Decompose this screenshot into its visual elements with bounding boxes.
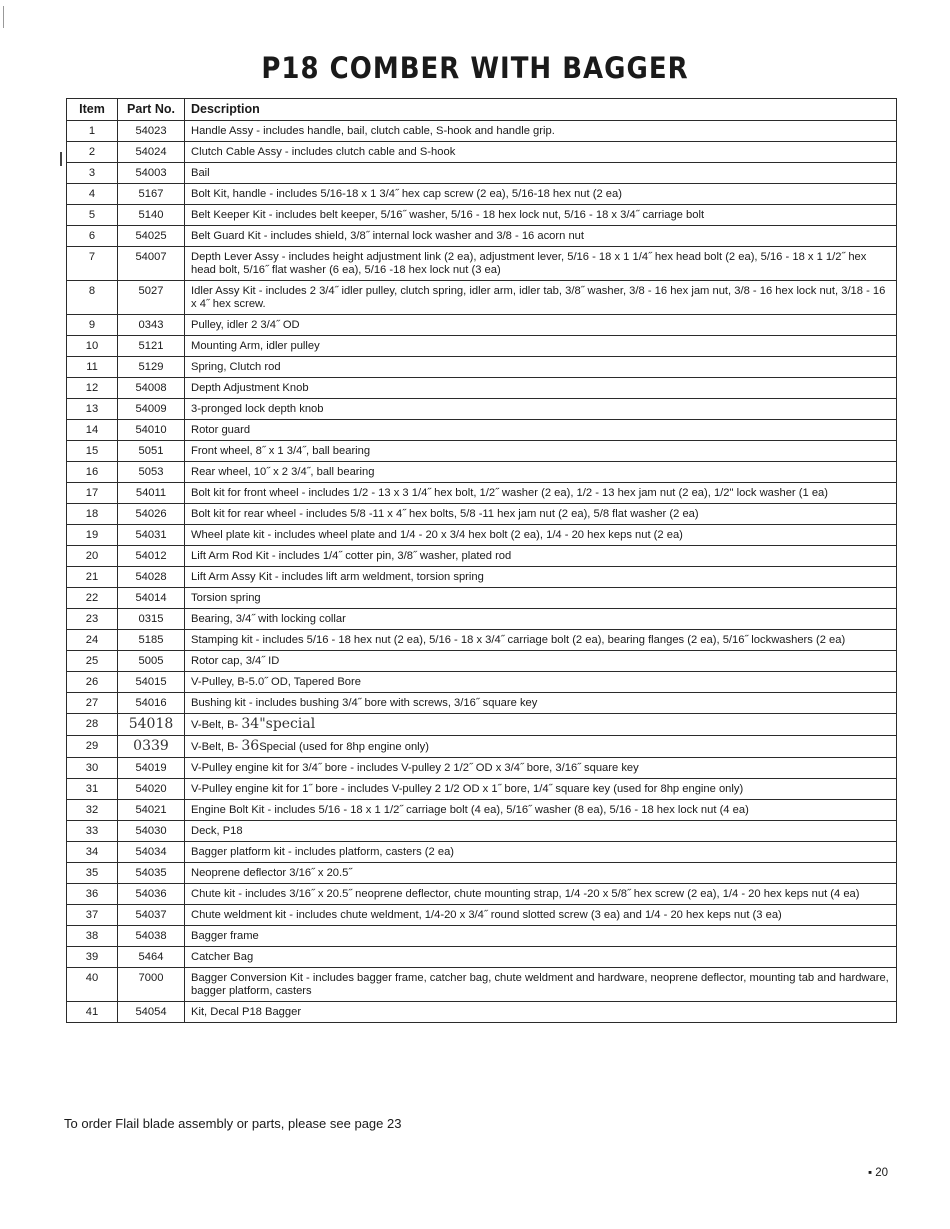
table-row xyxy=(67,315,897,336)
part-description: Belt Guard Kit - includes shield, 3/8˝ internal lock washer and 3/8 - 16 acorn nut xyxy=(185,226,897,247)
table-row xyxy=(67,714,897,736)
item-number: 14 xyxy=(67,420,118,441)
item-number: 30 xyxy=(67,758,118,779)
part-number: 54020 xyxy=(118,779,185,800)
table-row xyxy=(67,968,897,1002)
scan-margin-mark xyxy=(60,152,62,166)
part-description xyxy=(185,736,897,758)
part-description: Engine Bolt Kit - includes 5/16 - 18 x 1 1/2˝ carriage bolt (4 ea), 5/16˝ washer (8 ea), 5/16 - 18 hex lock nut (4 ea) xyxy=(185,800,897,821)
table-row xyxy=(67,842,897,863)
part-description: Bushing kit - includes bushing 3/4˝ bore with screws, 3/16˝ square key xyxy=(185,693,897,714)
table-row xyxy=(67,1002,897,1023)
part-number: 54003 xyxy=(118,163,185,184)
item-number: 18 xyxy=(67,504,118,525)
item-number: 33 xyxy=(67,821,118,842)
part-description: V-Pulley, B-5.0˝ OD, Tapered Bore xyxy=(185,672,897,693)
part-number: 5464 xyxy=(118,947,185,968)
part-number: 5053 xyxy=(118,462,185,483)
part-description: Bolt Kit, handle - includes 5/16-18 x 1 3/4˝ hex cap screw (2 ea), 5/16-18 hex nut (2 ea) xyxy=(185,184,897,205)
description-printed-tail: Special (used for 8hp engine only) xyxy=(259,741,429,753)
part-number: 54035 xyxy=(118,863,185,884)
table-row xyxy=(67,821,897,842)
part-description: Depth Lever Assy - includes height adjustment link (2 ea), adjustment lever, 5/16 - 18 x 1 1/4˝ hex head bolt (2 ea), 5/16 - 18 x 1 1/2˝ hex head bolt, 5/16˝ flat washer (6 ea), 5/16 -18 hex lock nut (3 ea) xyxy=(185,247,897,281)
parts-table xyxy=(66,98,897,1023)
table-row xyxy=(67,281,897,315)
item-number: 40 xyxy=(67,968,118,1002)
part-description: Bolt kit for rear wheel - includes 5/8 -11 x 4˝ hex bolts, 5/8 -11 hex jam nut (2 ea), 5/8 flat washer (2 ea) xyxy=(185,504,897,525)
item-number: 17 xyxy=(67,483,118,504)
part-description: Catcher Bag xyxy=(185,947,897,968)
item-number: 37 xyxy=(67,905,118,926)
part-number: 5027 xyxy=(118,281,185,315)
table-row xyxy=(67,121,897,142)
table-row xyxy=(67,163,897,184)
table-row xyxy=(67,588,897,609)
part-number: 54030 xyxy=(118,821,185,842)
part-description: Bagger Conversion Kit - includes bagger frame, catcher bag, chute weldment and hardware, neoprene deflector, mounting tab and hardware, bagger platform, casters xyxy=(185,968,897,1002)
part-description: Mounting Arm, idler pulley xyxy=(185,336,897,357)
part-number: 54019 xyxy=(118,758,185,779)
table-header-row xyxy=(67,99,897,121)
table-row xyxy=(67,546,897,567)
part-description: Bail xyxy=(185,163,897,184)
part-number: 54054 xyxy=(118,1002,185,1023)
part-number: 54014 xyxy=(118,588,185,609)
item-number: 20 xyxy=(67,546,118,567)
part-number: 54018 xyxy=(118,714,185,736)
item-number: 6 xyxy=(67,226,118,247)
part-description xyxy=(185,714,897,736)
table-row xyxy=(67,630,897,651)
table-row xyxy=(67,226,897,247)
part-number: 5167 xyxy=(118,184,185,205)
part-description: Rotor cap, 3/4˝ ID xyxy=(185,651,897,672)
table-row xyxy=(67,378,897,399)
parts-table-body xyxy=(67,121,897,1023)
part-description: Pulley, idler 2 3/4˝ OD xyxy=(185,315,897,336)
item-number: 7 xyxy=(67,247,118,281)
part-description: Rear wheel, 10˝ x 2 3/4˝, ball bearing xyxy=(185,462,897,483)
part-number: 54036 xyxy=(118,884,185,905)
item-number: 13 xyxy=(67,399,118,420)
part-number: 5129 xyxy=(118,357,185,378)
item-number: 35 xyxy=(67,863,118,884)
item-number: 31 xyxy=(67,779,118,800)
part-number: 54009 xyxy=(118,399,185,420)
table-row xyxy=(67,651,897,672)
table-row xyxy=(67,205,897,226)
part-description: Rotor guard xyxy=(185,420,897,441)
description-printed: V-Belt, B- xyxy=(191,741,242,753)
item-number: 3 xyxy=(67,163,118,184)
part-number: 54010 xyxy=(118,420,185,441)
part-number: 54023 xyxy=(118,121,185,142)
scan-edge-mark xyxy=(3,6,4,28)
item-number: 27 xyxy=(67,693,118,714)
item-number: 36 xyxy=(67,884,118,905)
part-number: 54025 xyxy=(118,226,185,247)
part-description: Bagger frame xyxy=(185,926,897,947)
part-description: Deck, P18 xyxy=(185,821,897,842)
part-number: 54012 xyxy=(118,546,185,567)
part-description: Chute weldment kit - includes chute weldment, 1/4-20 x 3/4˝ round slotted screw (3 ea) and 1/4 - 20 hex keps nut (3 ea) xyxy=(185,905,897,926)
part-number: 54037 xyxy=(118,905,185,926)
part-number: 54007 xyxy=(118,247,185,281)
table-row xyxy=(67,336,897,357)
item-number: 5 xyxy=(67,205,118,226)
table-row xyxy=(67,758,897,779)
table-row xyxy=(67,525,897,546)
part-number: 54021 xyxy=(118,800,185,821)
table-row xyxy=(67,142,897,163)
part-number: 0343 xyxy=(118,315,185,336)
table-row xyxy=(67,926,897,947)
item-number: 21 xyxy=(67,567,118,588)
part-number: 0315 xyxy=(118,609,185,630)
description-printed: V-Belt, B- xyxy=(191,719,242,731)
part-description: Bagger platform kit - includes platform, casters (2 ea) xyxy=(185,842,897,863)
part-description: Bearing, 3/4˝ with locking collar xyxy=(185,609,897,630)
part-number: 54011 xyxy=(118,483,185,504)
footer-note: To order Flail blade assembly or parts, please see page 23 xyxy=(64,1116,402,1131)
part-description: V-Pulley engine kit for 1˝ bore - includes V-pulley 2 1/2 OD x 1˝ bore, 1/4˝ square key (used for 8hp engine only) xyxy=(185,779,897,800)
part-description: Chute kit - includes 3/16˝ x 20.5˝ neoprene deflector, chute mounting strap, 1/4 -20 x 5/8˝ hex screw (2 ea), 1/4 - 20 hex keps nut (4 ea) xyxy=(185,884,897,905)
part-number: 54008 xyxy=(118,378,185,399)
part-description: Torsion spring xyxy=(185,588,897,609)
part-number: 5185 xyxy=(118,630,185,651)
item-number: 9 xyxy=(67,315,118,336)
item-number: 8 xyxy=(67,281,118,315)
table-row xyxy=(67,693,897,714)
table-row xyxy=(67,420,897,441)
item-number: 26 xyxy=(67,672,118,693)
table-row xyxy=(67,609,897,630)
item-number: 32 xyxy=(67,800,118,821)
part-number: 54031 xyxy=(118,525,185,546)
table-row xyxy=(67,504,897,525)
table-row xyxy=(67,800,897,821)
table-row xyxy=(67,483,897,504)
part-number: 54024 xyxy=(118,142,185,163)
part-description: 3-pronged lock depth knob xyxy=(185,399,897,420)
item-number: 11 xyxy=(67,357,118,378)
part-number: 5140 xyxy=(118,205,185,226)
item-number: 29 xyxy=(67,736,118,758)
part-number: 5121 xyxy=(118,336,185,357)
table-row xyxy=(67,736,897,758)
table-row xyxy=(67,905,897,926)
part-number: 54026 xyxy=(118,504,185,525)
item-number: 4 xyxy=(67,184,118,205)
item-number: 25 xyxy=(67,651,118,672)
item-number: 22 xyxy=(67,588,118,609)
item-number: 16 xyxy=(67,462,118,483)
part-description: Depth Adjustment Knob xyxy=(185,378,897,399)
part-description: Bolt kit for front wheel - includes 1/2 - 13 x 3 1/4˝ hex bolt, 1/2˝ washer (2 ea), 1/2 - 13 hex jam nut (2 ea), 1/2" lock washer (1 ea) xyxy=(185,483,897,504)
item-number: 39 xyxy=(67,947,118,968)
item-number: 12 xyxy=(67,378,118,399)
part-description: Spring, Clutch rod xyxy=(185,357,897,378)
part-description: Idler Assy Kit - includes 2 3/4˝ idler pulley, clutch spring, idler arm, idler tab, 3/8˝ washer, 3/8 - 16 hex jam nut, 3/8 - 16 hex lock nut, 3/18 - 16 x 4˝ hex screw. xyxy=(185,281,897,315)
item-number: 24 xyxy=(67,630,118,651)
header-description: Description xyxy=(185,99,897,121)
table-row xyxy=(67,399,897,420)
table-row xyxy=(67,672,897,693)
table-row xyxy=(67,779,897,800)
part-description: Handle Assy - includes handle, bail, clutch cable, S-hook and handle grip. xyxy=(185,121,897,142)
page-title: P18 COMBER WITH BAGGER xyxy=(261,52,689,86)
item-number: 15 xyxy=(67,441,118,462)
item-number: 19 xyxy=(67,525,118,546)
table-row xyxy=(67,947,897,968)
part-number: 54028 xyxy=(118,567,185,588)
part-description: Neoprene deflector 3/16˝ x 20.5˝ xyxy=(185,863,897,884)
part-number: 7000 xyxy=(118,968,185,1002)
table-row xyxy=(67,884,897,905)
description-handwritten: 36 xyxy=(241,738,260,754)
item-number: 41 xyxy=(67,1002,118,1023)
part-description: Front wheel, 8˝ x 1 3/4˝, ball bearing xyxy=(185,441,897,462)
item-number: 1 xyxy=(67,121,118,142)
page-number: ▪ 20 xyxy=(868,1167,889,1179)
header-item: Item xyxy=(67,99,118,121)
description-handwritten: 34"special xyxy=(241,716,316,732)
part-number: 54016 xyxy=(118,693,185,714)
table-row xyxy=(67,441,897,462)
item-number: 28 xyxy=(67,714,118,736)
table-row xyxy=(67,462,897,483)
item-number: 23 xyxy=(67,609,118,630)
item-number: 10 xyxy=(67,336,118,357)
item-number: 38 xyxy=(67,926,118,947)
part-number: 5051 xyxy=(118,441,185,462)
part-description: Wheel plate kit - includes wheel plate and 1/4 - 20 x 3/4 hex bolt (2 ea), 1/4 - 20 hex keps nut (2 ea) xyxy=(185,525,897,546)
part-description: Clutch Cable Assy - includes clutch cable and S-hook xyxy=(185,142,897,163)
table-row xyxy=(67,567,897,588)
part-description: Belt Keeper Kit - includes belt keeper, 5/16˝ washer, 5/16 - 18 hex lock nut, 5/16 - 18 x 3/4˝ carriage bolt xyxy=(185,205,897,226)
item-number: 2 xyxy=(67,142,118,163)
part-number: 5005 xyxy=(118,651,185,672)
part-description: Stamping kit - includes 5/16 - 18 hex nut (2 ea), 5/16 - 18 x 3/4˝ carriage bolt (2 ea), bearing flanges (2 ea), 5/16˝ lockwashers (2 ea) xyxy=(185,630,897,651)
part-description: Lift Arm Rod Kit - includes 1/4˝ cotter pin, 3/8˝ washer, plated rod xyxy=(185,546,897,567)
table-row xyxy=(67,184,897,205)
part-number: 54034 xyxy=(118,842,185,863)
table-row xyxy=(67,247,897,281)
part-number: 54015 xyxy=(118,672,185,693)
part-description: Lift Arm Assy Kit - includes lift arm weldment, torsion spring xyxy=(185,567,897,588)
part-description: V-Pulley engine kit for 3/4˝ bore - includes V-pulley 2 1/2˝ OD x 3/4˝ bore, 3/16˝ square key xyxy=(185,758,897,779)
header-part-no: Part No. xyxy=(118,99,185,121)
part-description: Kit, Decal P18 Bagger xyxy=(185,1002,897,1023)
part-number: 54038 xyxy=(118,926,185,947)
table-row xyxy=(67,357,897,378)
part-number: 0339 xyxy=(118,736,185,758)
table-row xyxy=(67,863,897,884)
item-number: 34 xyxy=(67,842,118,863)
